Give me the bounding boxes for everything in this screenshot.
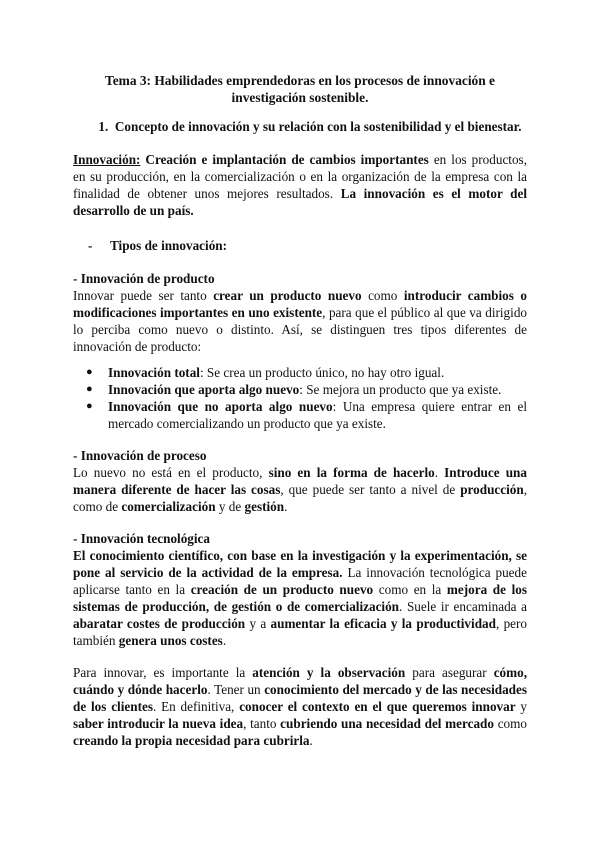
- closing-bold-2: cómo, cuándo y dónde hacerlo: [73, 665, 528, 697]
- process-bold-2: Introduce una manera diferente de hacer las cosas: [73, 465, 527, 497]
- process-heading: - Innovación de proceso: [73, 448, 207, 463]
- closing-bold-4: conocer el contexto en el que queremos innovar: [239, 699, 516, 714]
- process-bold-4: comercialización: [121, 499, 216, 514]
- closing-text-7: como: [494, 716, 527, 731]
- innovation-text: en los productos, en su producción, en la comercialización o en la organización de la empresa con la finalidad de obtener unos mejores resultados.: [73, 152, 527, 201]
- closing-bold-7: creando la propia necesidad para cubrirla: [73, 733, 310, 748]
- product-heading: - Innovación de producto: [73, 271, 215, 286]
- innovation-definition: [73, 151, 527, 219]
- tech-bold-2: creación de un producto nuevo: [190, 582, 374, 597]
- product-paragraph: [73, 287, 527, 355]
- closing-text-6: , tanto: [243, 716, 281, 731]
- tech-bold-6: genera unos costes: [118, 633, 223, 648]
- innovation-bold-lead: Creación e implantación de cambios importantes: [140, 152, 429, 167]
- list-item: [73, 398, 527, 432]
- closing-bold-1: atención y la observación: [252, 665, 406, 680]
- types-heading: [73, 237, 527, 254]
- closing-bold-3: conocimiento del mercado y de las necesidades de los clientes: [73, 682, 527, 714]
- process-text-5: y de: [215, 499, 245, 514]
- tech-text-2: como en la: [373, 582, 447, 597]
- product-bold-2: introducir cambios o modificaciones importantes en uno existente: [73, 288, 527, 320]
- process-text-1: Lo nuevo no está en el producto,: [73, 465, 269, 480]
- tech-text-5: , pero también: [73, 616, 528, 648]
- tech-bold-1: El conocimiento científico, con base en la investigación y la experimentación, se pone al servicio de la actividad de la empresa.: [73, 548, 527, 580]
- product-text-1: Innovar puede ser tanto: [73, 288, 214, 303]
- bullet-text: : Se mejora un producto que ya existe.: [299, 382, 502, 397]
- process-bold-1: sino en la forma de hacerlo: [268, 465, 435, 480]
- list-item: [73, 381, 527, 398]
- product-text-2: como: [361, 288, 404, 303]
- process-text-6: .: [284, 499, 288, 514]
- list-item: [73, 364, 527, 381]
- tech-bold-5: aumentar la eficacia y la productividad: [270, 616, 496, 631]
- types-heading-text: Tipos de innovación:: [110, 238, 228, 253]
- closing-text-1: Para innovar, es importante la: [73, 665, 253, 680]
- closing-text-3: . Tener un: [207, 682, 265, 697]
- innovation-term: Innovación:: [73, 152, 141, 167]
- process-bold-5: gestión: [244, 499, 285, 514]
- closing-bold-6: cubriendo una necesidad del mercado: [280, 716, 494, 731]
- dash-marker: -: [88, 238, 93, 253]
- product-text-3: , para que el público al que va dirigido lo perciba como nuevo o distinto. Así, se distinguen tres tipos diferentes de innovación de producto:: [73, 305, 528, 354]
- process-innovation-section: [73, 447, 527, 515]
- closing-section: [73, 664, 527, 749]
- process-paragraph: [73, 464, 527, 515]
- closing-text-8: .: [309, 733, 313, 748]
- process-text-3: , que puede ser tanto a nivel de: [280, 482, 461, 497]
- process-bold-3: producción: [460, 482, 524, 497]
- tech-text-1: La innovación tecnológica puede aplicarse tanto en la: [73, 565, 527, 597]
- section-1-number: 1.: [98, 119, 109, 134]
- closing-text-5: y: [515, 699, 528, 714]
- section-1-heading: [73, 118, 527, 135]
- product-types-list: [73, 364, 527, 432]
- bullet-text: : Una empresa quiere entrar en el mercado comercializando un producto que ya existe.: [108, 399, 527, 431]
- tech-text-3: . Suele ir encaminada a: [399, 599, 527, 614]
- tech-text-4: y a: [245, 616, 271, 631]
- tech-paragraph: [73, 547, 527, 649]
- bullet-bold: Innovación que no aporta algo nuevo: [108, 399, 333, 414]
- tech-text-6: .: [222, 633, 227, 648]
- document-title: Tema 3: Habilidades emprendedoras en los procesos de innovación e investigación sostenible.: [105, 73, 495, 105]
- tech-bold-4: abaratar costes de producción: [73, 616, 246, 631]
- product-innovation-section: [73, 270, 527, 432]
- tech-innovation-section: [73, 530, 527, 649]
- process-text-4: , como de: [73, 482, 527, 514]
- process-text-2: .: [434, 465, 445, 480]
- tech-bold-3: mejora de los sistemas de producción, de gestión o de comercialización: [73, 582, 527, 614]
- section-1-heading-text: Concepto de innovación y su relación con la sostenibilidad y el bienestar.: [114, 119, 522, 134]
- innovation-bold-end: La innovación es el motor del desarrollo de un país.: [73, 186, 527, 218]
- closing-text-2: para asegurar: [405, 665, 494, 680]
- tech-heading: - Innovación tecnológica: [73, 531, 211, 546]
- bullet-bold: Innovación que aporta algo nuevo: [108, 382, 300, 397]
- closing-paragraph: [73, 664, 527, 749]
- bullet-text: : Se crea un producto único, no hay otro igual.: [199, 365, 445, 380]
- closing-text-4: . En definitiva,: [152, 699, 240, 714]
- closing-bold-5: saber introducir la nueva idea: [73, 716, 244, 731]
- product-bold-1: crear un producto nuevo: [213, 288, 362, 303]
- bullet-bold: Innovación total: [108, 365, 200, 380]
